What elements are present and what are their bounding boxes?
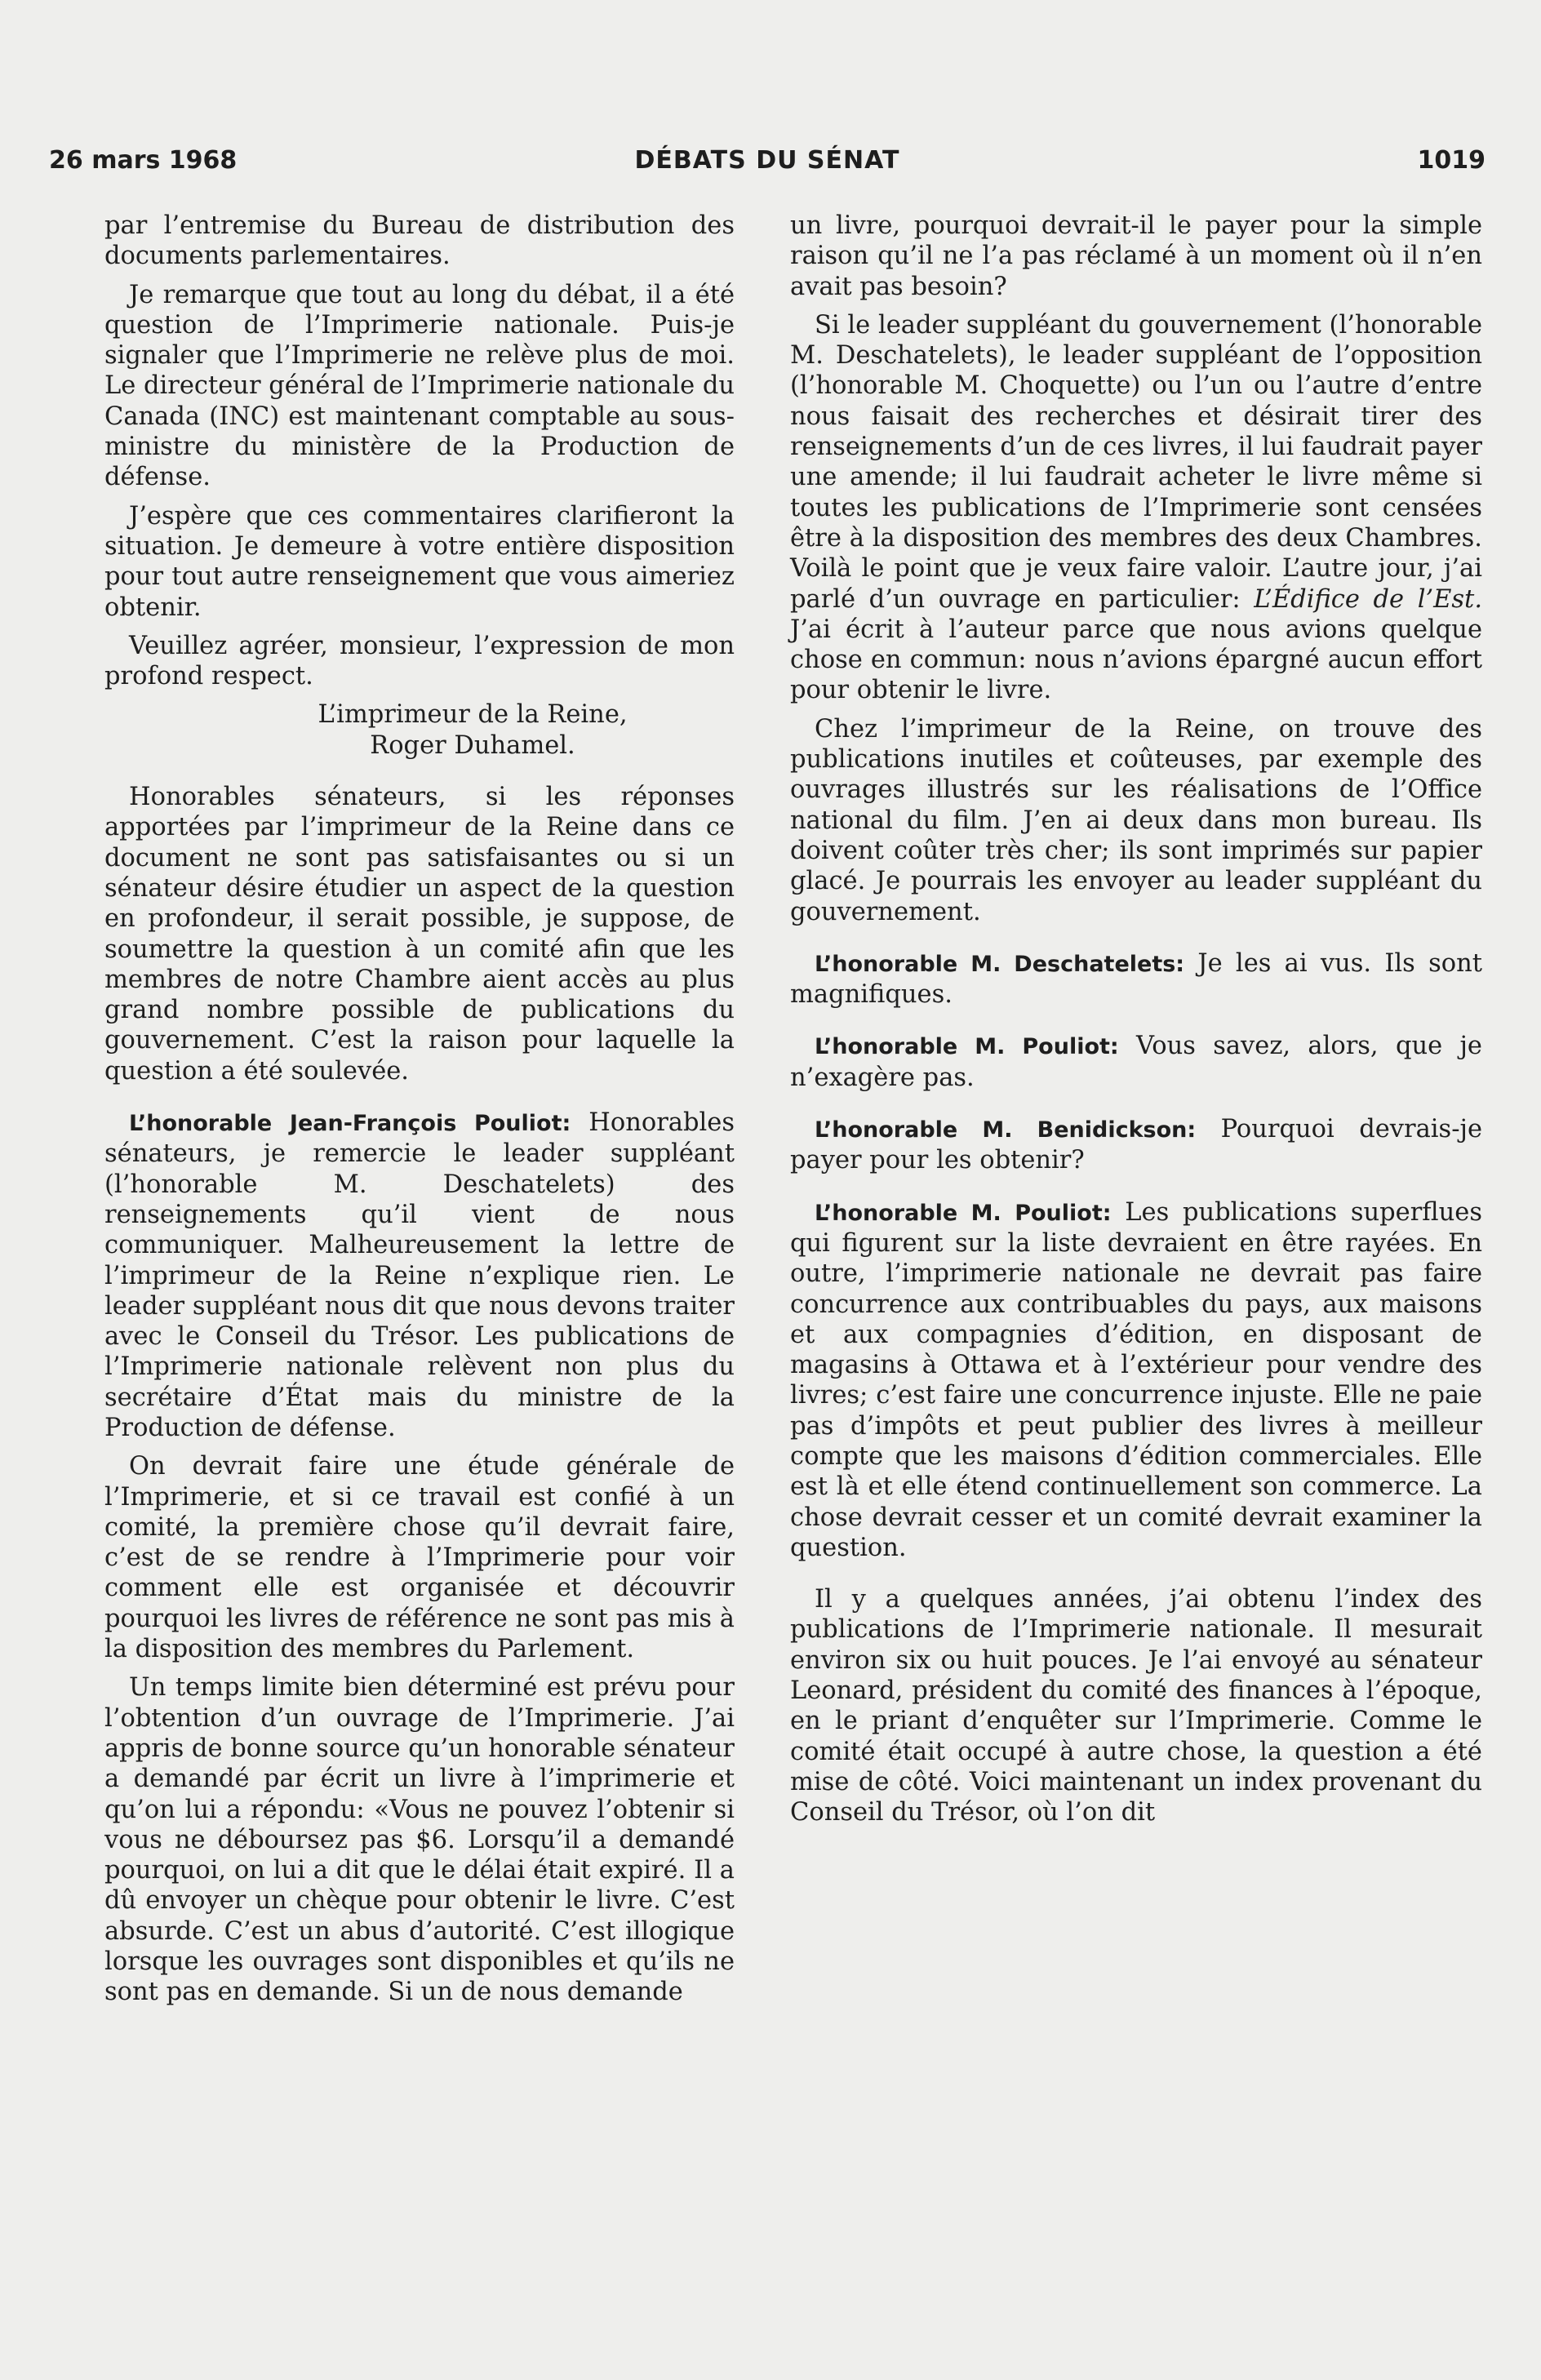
speech-text: Vous savez, alors, que je n’exagère pas. bbox=[790, 1032, 1482, 1092]
paragraph: Il y a quelques années, j’ai obtenu l’index des publications de l’Imprimerie nationale. Il mesurait environ six ou huit pouces. Je l’ai envoyé au sénateur Leonard, président du comité des finances à l’époque, en le priant d’enquêter sur l’Imprimerie. Comme le comité était occupé à autre chose, la question a été mise de côté. Voici maintenant un index provenant du Conseil du Trésor, où l’on dit bbox=[790, 1585, 1482, 1827]
right-column bbox=[790, 211, 1482, 1836]
paragraph: J’espère que ces commentaires clarifieront la situation. Je demeure à votre entière disposition pour tout autre renseignement que vous aimeriez obtenir. bbox=[104, 501, 735, 622]
paragraph bbox=[790, 310, 1482, 706]
speech-text: Honorables sénateurs, je remercie le leader suppléant (l’honorable M. Deschatelets) des renseignements qu’il vient de nous communiquer. Malheureusement la lettre de l’imprimeur de la Reine n’explique rien. Le leader suppléant nous dit que nous devons traiter avec le Conseil du Trésor. Les publications de l’Imprimerie nationale relèvent non plus du secrétaire d’État mais du ministre de la Production de défense. bbox=[104, 1108, 735, 1442]
paragraph: par l’entremise du Bureau de distribution des documents parlementaires. bbox=[104, 211, 735, 271]
speaker-name: L’honorable M. Benidickson: bbox=[815, 1117, 1197, 1143]
speech-paragraph bbox=[790, 1031, 1482, 1093]
speaker-name: L’honorable M. Deschatelets: bbox=[815, 951, 1185, 977]
book-title: L’Édifice de l’Est. bbox=[1254, 584, 1483, 614]
speaker-name: L’honorable Jean-François Pouliot: bbox=[129, 1111, 571, 1137]
speech-text: Je les ai vus. Ils sont magnifiques. bbox=[790, 948, 1482, 1010]
paragraph-text: J’ai écrit à l’auteur parce que nous avions quelque chose en commun: nous n’avions épargné aucun effort pour obtenir le livre. bbox=[790, 615, 1482, 705]
paragraph-text: Si le leader suppléant du gouvernement (l’honorable M. Deschatelets), le leader suppléant de l’opposition (l’honorable M. Choquette) ou l’un ou l’autre d’entre nous faisait des recherches et désirait tirer des renseignements d’un de ces livres, il lui faudrait payer une amende; il lui faudrait acheter le livre même si toutes les publications de l’Imprimerie sont censées être à la disposition des membres des deux Chambres. Voilà le point que je veux faire valoir. L’autre jour, j’ai parlé d’un ouvrage en particulier: bbox=[790, 310, 1482, 614]
speech-paragraph bbox=[790, 948, 1482, 1010]
left-column bbox=[104, 211, 735, 2016]
page-header bbox=[49, 140, 1485, 181]
speech-paragraph bbox=[104, 1108, 735, 1443]
speaker-name: L’honorable M. Pouliot: bbox=[815, 1200, 1112, 1226]
page-number: 1019 bbox=[1417, 146, 1485, 175]
speaker-name: L’honorable M. Pouliot: bbox=[815, 1034, 1119, 1060]
signature-title: L’imprimeur de la Reine, bbox=[318, 700, 628, 730]
speech-text: Les publications superflues qui figurent sur la liste devraient en être rayées. En outre, l’imprimerie nationale ne devrait pas faire concurrence aux contribuables du pays, aux maisons et aux compagnies d’édition, en disposant de magasins à Ottawa et à l’extérieur pour vendre des livres; c’est faire une concurrence injuste. Elle ne paie pas d’impôts et peut publier des livres à meilleur compte que les maisons d’édition commerciales. Elle est là et elle étend continuellement son commerce. La chose devrait cesser et un comité devrait examiner la question. bbox=[790, 1197, 1482, 1562]
paragraph: On devrait faire une étude générale de l’Imprimerie, et si ce travail est confié à un comité, la première chose qu’il devrait faire, c’est de se rendre à l’Imprimerie pour voir comment elle est organisée et découvrir pourquoi les livres de référence ne sont pas mis à la disposition des membres du Parlement. bbox=[104, 1452, 735, 1664]
header-date: 26 mars 1968 bbox=[49, 146, 238, 175]
speech-paragraph bbox=[790, 1197, 1482, 1564]
header-title: DÉBATS DU SÉNAT bbox=[634, 146, 900, 175]
paragraph: Veuillez agréer, monsieur, l’expression de mon profond respect. bbox=[104, 631, 735, 691]
speech-paragraph bbox=[790, 1114, 1482, 1176]
speech-text: Pourquoi devrais-je payer pour les obtenir? bbox=[790, 1115, 1483, 1175]
paragraph: un livre, pourquoi devrait-il le payer pour la simple raison qu’il ne l’a pas réclamé à un moment où il n’en avait pas besoin? bbox=[790, 211, 1482, 301]
paragraph: Je remarque que tout au long du débat, il a été question de l’Imprimerie nationale. Puis-je signaler que l’Imprimerie ne relève plus de moi. Le directeur général de l’Imprimerie nationale du Canada (INC) est maintenant comptable au sous-ministre du ministère de la Production de défense. bbox=[104, 280, 735, 492]
paragraph: Un temps limite bien déterminé est prévu pour l’obtention d’un ouvrage de l’Imprimerie. J’ai appris de bonne source qu’un honorable sénateur a demandé par écrit un livre à l’imprimerie et qu’on lui a répondu: «Vous ne pouvez l’obtenir si vous ne déboursez pas $6. Lorsqu’il a demandé pourquoi, on lui a dit que le délai était expiré. Il a dû envoyer un chèque pour obtenir le livre. C’est absurde. C’est un abus d’autorité. C’est illogique lorsque les ouvrages sont disponibles et qu’ils ne sont pas en demande. Si un de nous demande bbox=[104, 1673, 735, 2007]
paragraph: Honorables sénateurs, si les réponses apportées par l’imprimeur de la Reine dans ce document ne sont pas satisfaisantes ou si un sénateur désire étudier un aspect de la question en profondeur, il serait possible, je suppose, de soumettre la question à un comité afin que les membres de notre Chambre aient accès au plus grand nombre possible de publications du gouvernement. C’est la raison pour laquelle la question a été soulevée. bbox=[104, 783, 735, 1086]
paragraph: Chez l’imprimeur de la Reine, on trouve des publications inutiles et coûteuses, par exemple des ouvrages illustrés sur les réalisations de l’Office national du film. J’en ai deux dans mon bureau. Ils doivent coûter très cher; ils sont imprimés sur papier glacé. Je pourrais les envoyer au leader suppléant du gouvernement. bbox=[790, 714, 1482, 926]
signature-name: Roger Duhamel. bbox=[370, 730, 575, 760]
